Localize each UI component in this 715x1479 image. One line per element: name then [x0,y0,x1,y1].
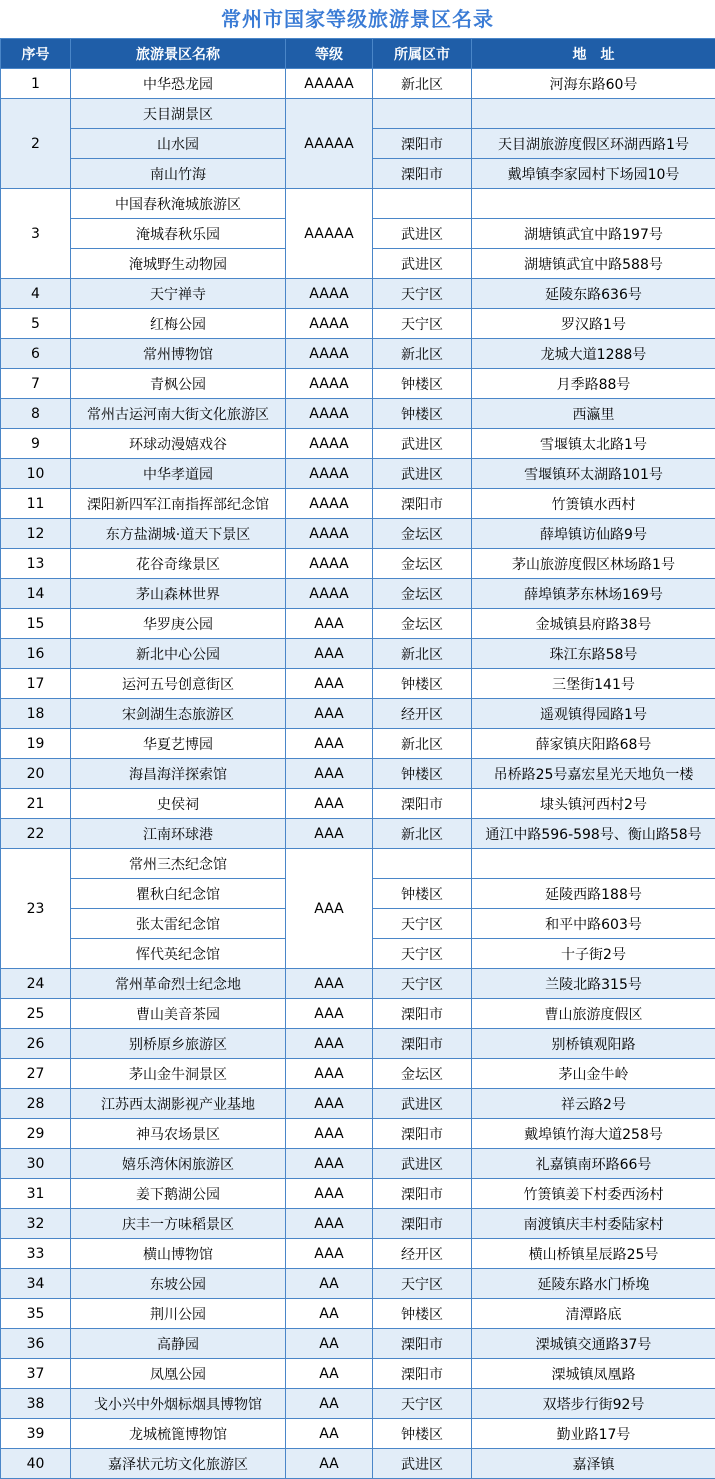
scenic-name: 戈小兴中外烟标烟具博物馆 [71,1389,286,1419]
row-number: 10 [1,459,71,489]
grade-cell: AAA [286,1209,373,1239]
row-number: 18 [1,699,71,729]
district-cell: 钟楼区 [373,879,472,909]
table-row [1,699,715,729]
district-cell: 新北区 [373,339,472,369]
table-row [1,519,715,549]
scenic-name: 常州三杰纪念馆 [71,849,286,879]
district-cell: 溧阳市 [373,1179,472,1209]
row-number: 25 [1,999,71,1029]
table-row [1,429,715,459]
row-number: 2 [1,99,71,189]
row-number: 12 [1,519,71,549]
scenic-name: 曹山美音茶园 [71,999,286,1029]
table-row [1,1209,715,1239]
table-row [1,69,715,99]
address-cell: 珠江东路58号 [472,639,715,669]
district-cell: 武进区 [373,1089,472,1119]
district-cell [373,99,472,129]
row-number: 24 [1,969,71,999]
address-cell: 戴埠镇李家园村下场园10号 [472,159,715,189]
district-cell: 钟楼区 [373,759,472,789]
row-number: 38 [1,1389,71,1419]
grade-cell: AAA [286,699,373,729]
district-cell: 溧阳市 [373,999,472,1029]
scenic-name: 姜下鹅湖公园 [71,1179,286,1209]
address-cell: 礼嘉镇南环路66号 [472,1149,715,1179]
table-row [1,1359,715,1389]
district-cell: 溧阳市 [373,1119,472,1149]
address-cell: 茅山金牛岭 [472,1059,715,1089]
scenic-name: 中华恐龙园 [71,69,286,99]
table-row [1,459,715,489]
table-row [1,1119,715,1149]
scenic-name: 张太雷纪念馆 [71,909,286,939]
address-cell: 湖塘镇武宜中路197号 [472,219,715,249]
scenic-name: 南山竹海 [71,159,286,189]
header-grade: 等级 [286,39,373,69]
address-cell: 三堡街141号 [472,669,715,699]
scenic-name: 青枫公园 [71,369,286,399]
row-number: 20 [1,759,71,789]
district-cell: 天宁区 [373,1269,472,1299]
district-cell: 天宁区 [373,939,472,969]
district-cell: 新北区 [373,819,472,849]
grade-cell: AAAA [286,429,373,459]
address-cell: 茅山旅游度假区林场路1号 [472,549,715,579]
district-cell [373,849,472,879]
address-cell: 湖塘镇武宜中路588号 [472,249,715,279]
scenic-name: 嘉泽状元坊文化旅游区 [71,1449,286,1479]
table-row [1,849,715,879]
row-number: 14 [1,579,71,609]
district-cell: 溧阳市 [373,489,472,519]
district-cell: 武进区 [373,219,472,249]
table-row [1,639,715,669]
scenic-name: 常州博物馆 [71,339,286,369]
table-row [1,669,715,699]
scenic-name: 东坡公园 [71,1269,286,1299]
scenic-name: 红梅公园 [71,309,286,339]
scenic-name: 荆川公园 [71,1299,286,1329]
district-cell: 新北区 [373,639,472,669]
address-cell: 埭头镇河西村2号 [472,789,715,819]
grade-cell: AAAA [286,279,373,309]
address-cell: 罗汉路1号 [472,309,715,339]
address-cell: 遥观镇得园路1号 [472,699,715,729]
district-cell: 金坛区 [373,519,472,549]
table-row [1,1149,715,1179]
row-number: 39 [1,1419,71,1449]
row-number: 5 [1,309,71,339]
row-number: 4 [1,279,71,309]
table-row [1,969,715,999]
scenic-name: 中华孝道园 [71,459,286,489]
table-row [1,759,715,789]
header-name: 旅游景区名称 [71,39,286,69]
row-number: 22 [1,819,71,849]
row-number: 28 [1,1089,71,1119]
row-number: 30 [1,1149,71,1179]
table-row [1,1029,715,1059]
grade-cell: AAAA [286,309,373,339]
grade-cell: AAAA [286,489,373,519]
table-row [1,279,715,309]
address-cell: 戴埠镇竹海大道258号 [472,1119,715,1149]
district-cell: 钟楼区 [373,1299,472,1329]
address-cell: 勤业路17号 [472,1419,715,1449]
row-number: 9 [1,429,71,459]
row-number: 31 [1,1179,71,1209]
scenic-name: 华夏艺博园 [71,729,286,759]
row-number: 3 [1,189,71,279]
grade-cell: AAA [286,789,373,819]
grade-cell: AAA [286,759,373,789]
district-cell: 金坛区 [373,1059,472,1089]
district-cell: 武进区 [373,1149,472,1179]
table-row [1,1179,715,1209]
address-cell: 双塔步行街92号 [472,1389,715,1419]
district-cell: 武进区 [373,429,472,459]
address-cell: 清潭路底 [472,1299,715,1329]
scenic-name: 瞿秋白纪念馆 [71,879,286,909]
row-number: 7 [1,369,71,399]
scenic-name: 凤凰公园 [71,1359,286,1389]
district-cell: 天宁区 [373,279,472,309]
address-cell: 薛埠镇访仙路9号 [472,519,715,549]
scenic-name: 新北中心公园 [71,639,286,669]
grade-cell: AAA [286,819,373,849]
row-number: 15 [1,609,71,639]
district-cell: 武进区 [373,459,472,489]
table-row [1,579,715,609]
scenic-name: 海昌海洋探索馆 [71,759,286,789]
scenic-name: 花谷奇缘景区 [71,549,286,579]
table-row [1,999,715,1029]
address-cell: 和平中路603号 [472,909,715,939]
grade-cell: AAAA [286,459,373,489]
address-cell: 吊桥路25号嘉宏星光天地负一楼 [472,759,715,789]
table-row [1,819,715,849]
address-cell: 西瀛里 [472,399,715,429]
grade-cell: AAAA [286,399,373,429]
district-cell: 溧阳市 [373,1029,472,1059]
address-cell: 兰陵北路315号 [472,969,715,999]
scenic-area-table [0,38,715,1479]
grade-cell: AAAA [286,579,373,609]
address-cell: 通江中路596-598号、衡山路58号 [472,819,715,849]
table-row [1,1089,715,1119]
table-row [1,1329,715,1359]
grade-cell: AAA [286,1179,373,1209]
address-cell [472,99,715,129]
grade-cell: AAA [286,999,373,1029]
address-cell: 延陵西路188号 [472,879,715,909]
scenic-name: 中国春秋淹城旅游区 [71,189,286,219]
scenic-name: 江苏西太湖影视产业基地 [71,1089,286,1119]
grade-cell: AAA [286,849,373,969]
table-row [1,99,715,129]
header-district: 所属区市 [373,39,472,69]
scenic-name: 庆丰一方味稻景区 [71,1209,286,1239]
row-number: 36 [1,1329,71,1359]
address-cell: 薛埠镇茅东林场169号 [472,579,715,609]
grade-cell: AAAAA [286,189,373,279]
address-cell: 月季路88号 [472,369,715,399]
grade-cell: AAA [286,1029,373,1059]
address-cell: 天目湖旅游度假区环湖西路1号 [472,129,715,159]
table-row [1,309,715,339]
table-header-row [1,39,715,69]
district-cell: 经开区 [373,1239,472,1269]
grade-cell: AAA [286,1239,373,1269]
scenic-name: 常州古运河南大街文化旅游区 [71,399,286,429]
table-row [1,339,715,369]
row-number: 40 [1,1449,71,1479]
table-row [1,1299,715,1329]
scenic-name: 环球动漫嬉戏谷 [71,429,286,459]
row-number: 8 [1,399,71,429]
grade-cell: AAA [286,1059,373,1089]
district-cell: 金坛区 [373,609,472,639]
scenic-name: 华罗庚公园 [71,609,286,639]
scenic-name: 天目湖景区 [71,99,286,129]
scenic-name: 淹城野生动物园 [71,249,286,279]
grade-cell: AAA [286,639,373,669]
grade-cell: AA [286,1359,373,1389]
grade-cell: AAA [286,969,373,999]
scenic-name: 东方盐湖城·道天下景区 [71,519,286,549]
table-row [1,1269,715,1299]
scenic-name: 茅山森林世界 [71,579,286,609]
table-row [1,609,715,639]
table-row [1,399,715,429]
district-cell: 溧阳市 [373,1329,472,1359]
grade-cell: AAAA [286,339,373,369]
address-cell: 竹箦镇水西村 [472,489,715,519]
row-number: 26 [1,1029,71,1059]
district-cell: 金坛区 [373,549,472,579]
address-cell: 横山桥镇星辰路25号 [472,1239,715,1269]
address-cell: 南渡镇庆丰村委陆家村 [472,1209,715,1239]
address-cell: 延陵东路636号 [472,279,715,309]
header-number: 序号 [1,39,71,69]
district-cell: 钟楼区 [373,369,472,399]
grade-cell: AA [286,1449,373,1479]
scenic-name: 恽代英纪念馆 [71,939,286,969]
grade-cell: AA [286,1329,373,1359]
row-number: 32 [1,1209,71,1239]
grade-cell: AA [286,1389,373,1419]
address-cell: 河海东路60号 [472,69,715,99]
address-cell [472,849,715,879]
address-cell: 薛家镇庆阳路68号 [472,729,715,759]
grade-cell: AAAAA [286,69,373,99]
grade-cell: AAA [286,609,373,639]
district-cell: 经开区 [373,699,472,729]
district-cell: 武进区 [373,1449,472,1479]
row-number: 35 [1,1299,71,1329]
row-number: 1 [1,69,71,99]
district-cell: 钟楼区 [373,1419,472,1449]
grade-cell: AA [286,1299,373,1329]
row-number: 17 [1,669,71,699]
address-cell: 溧城镇凤凰路 [472,1359,715,1389]
grade-cell: AAAA [286,519,373,549]
row-number: 34 [1,1269,71,1299]
table-row [1,1449,715,1479]
table-row [1,1239,715,1269]
district-cell: 武进区 [373,249,472,279]
table-row [1,369,715,399]
table-row [1,1419,715,1449]
scenic-name: 高静园 [71,1329,286,1359]
table-row [1,1389,715,1419]
address-cell: 延陵东路水门桥堍 [472,1269,715,1299]
grade-cell: AAA [286,729,373,759]
scenic-name: 山水园 [71,129,286,159]
scenic-name: 运河五号创意街区 [71,669,286,699]
table-body [1,69,715,1479]
district-cell: 新北区 [373,729,472,759]
grade-cell: AAA [286,669,373,699]
row-number: 33 [1,1239,71,1269]
grade-cell: AAA [286,1089,373,1119]
district-cell: 溧阳市 [373,789,472,819]
address-cell: 龙城大道1288号 [472,339,715,369]
address-cell: 雪堰镇太北路1号 [472,429,715,459]
grade-cell: AAA [286,1149,373,1179]
grade-cell: AA [286,1419,373,1449]
row-number: 19 [1,729,71,759]
address-cell: 雪堰镇环太湖路101号 [472,459,715,489]
district-cell: 溧阳市 [373,1359,472,1389]
scenic-name: 常州革命烈士纪念地 [71,969,286,999]
address-cell: 嘉泽镇 [472,1449,715,1479]
scenic-name: 史侯祠 [71,789,286,819]
row-number: 29 [1,1119,71,1149]
scenic-name: 横山博物馆 [71,1239,286,1269]
scenic-name: 江南环球港 [71,819,286,849]
grade-cell: AAAAA [286,99,373,189]
address-cell: 曹山旅游度假区 [472,999,715,1029]
address-cell: 金城镇县府路38号 [472,609,715,639]
district-cell: 天宁区 [373,309,472,339]
grade-cell: AAAA [286,549,373,579]
district-cell: 钟楼区 [373,669,472,699]
grade-cell: AAAA [286,369,373,399]
address-cell: 别桥镇观阳路 [472,1029,715,1059]
district-cell: 溧阳市 [373,129,472,159]
table-row [1,729,715,759]
address-cell [472,189,715,219]
scenic-name: 龙城梳篦博物馆 [71,1419,286,1449]
row-number: 6 [1,339,71,369]
district-cell: 天宁区 [373,969,472,999]
scenic-name: 淹城春秋乐园 [71,219,286,249]
row-number: 23 [1,849,71,969]
scenic-name: 茅山金牛洞景区 [71,1059,286,1089]
table-row [1,549,715,579]
address-cell: 溧城镇交通路37号 [472,1329,715,1359]
page-title: 常州市国家等级旅游景区名录 [221,7,494,31]
district-cell: 金坛区 [373,579,472,609]
row-number: 27 [1,1059,71,1089]
row-number: 21 [1,789,71,819]
district-cell: 天宁区 [373,1389,472,1419]
table-row [1,1059,715,1089]
address-cell: 十子街2号 [472,939,715,969]
district-cell: 溧阳市 [373,1209,472,1239]
address-cell: 祥云路2号 [472,1089,715,1119]
table-row [1,189,715,219]
district-cell: 钟楼区 [373,399,472,429]
scenic-name: 别桥原乡旅游区 [71,1029,286,1059]
scenic-name: 宋剑湖生态旅游区 [71,699,286,729]
table-row [1,789,715,819]
grade-cell: AA [286,1269,373,1299]
header-address: 地 址 [472,39,715,69]
district-cell [373,189,472,219]
district-cell: 新北区 [373,69,472,99]
row-number: 37 [1,1359,71,1389]
district-cell: 天宁区 [373,909,472,939]
scenic-name: 天宁禅寺 [71,279,286,309]
row-number: 16 [1,639,71,669]
scenic-name: 溧阳新四军江南指挥部纪念馆 [71,489,286,519]
scenic-name: 神马农场景区 [71,1119,286,1149]
address-cell: 竹箦镇姜下村委西汤村 [472,1179,715,1209]
grade-cell: AAA [286,1119,373,1149]
table-row [1,489,715,519]
scenic-name: 嬉乐湾休闲旅游区 [71,1149,286,1179]
row-number: 13 [1,549,71,579]
row-number: 11 [1,489,71,519]
district-cell: 溧阳市 [373,159,472,189]
